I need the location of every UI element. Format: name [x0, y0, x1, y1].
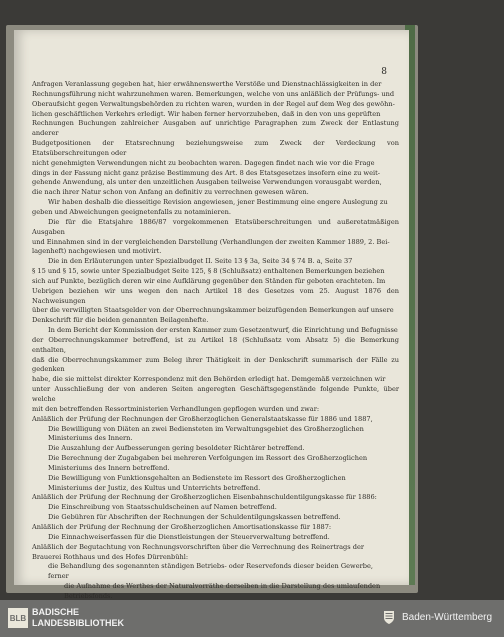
text-line: In dem Bericht der Kommission der ersten Kammer zum Gesetzentwurf, die Einrichtung und Befugnisse [48, 326, 398, 335]
text-line: Ministeriums der Justiz, des Kultus und Unterrichts betreffend. [48, 483, 261, 492]
text-line: Denkschrift für die beiden genannten Beilagenhefte. [32, 316, 209, 325]
text-line: die Aufnahme des Werthes der Naturalvorräthe derselben in die Darstellung des umlaufenden [64, 582, 381, 591]
text-line: Die für die Etatsjahre 1886/87 vorgekommenen Etatsüberschreitungen und außeretatmäßigen Ausgaben [32, 217, 399, 236]
text-line: Budgetpositionen der Etatsrechnung beziehungsweise zum Zweck der Verdeckung von Etatsüberschreitungen oder [32, 139, 399, 157]
text-line: Anläßlich der Prüfung der Rechnungen der Großherzoglichen Generalstaatskasse für 1886 und 1887, [32, 414, 373, 423]
text-line: nicht genehmigten Verwendungen nicht zu beobachten waren. Dagegen findet nach wie vor die Frage [32, 158, 375, 167]
state-coat-of-arms-icon[interactable] [383, 610, 395, 625]
text-line: Wir haben deshalb die diesseitige Revision angewiesen, jener Bestimmung eine engere Auslegung zu [48, 198, 388, 207]
text-line: Die Gebühren für Abschriften der Rechnungen der Schuldentilgungskassen betreffend. [48, 513, 341, 522]
text-line: Anfragen Veranlassung gegeben hat, hier erwähnenswerthe Verstöße und Dienstnachlässigkeiten in der [32, 80, 382, 88]
text-line: Rechnungsführung nicht wahrzunehmen waren. Bemerkungen, welche von uns anläßlich der Prüfungs- und [32, 89, 395, 98]
text-line: Die in den Erläuterungen unter Spezialbudget II. Seite 13 § 3a, Seite 34 § 74 B. a, Seite 37 [48, 257, 353, 266]
text-line: Die Auszahlung der Aufbesserungen gering besoldeter Richtärer betreffend. [48, 444, 305, 453]
text-line: der Oberrechnungskammer betreffend, ist zu Artikel 18 (Schlußsatz vom Absatz 5) die Bemerkung enthalten, [32, 335, 399, 354]
text-line: Die Einschreibung von Staatsschuldscheinen auf Namen betreffend. [48, 503, 277, 512]
text-line: lichen geschäftlichen Verkehrs erledigt. Wir haben ferner hervorzuheben, daß in den von uns geprüften [32, 109, 381, 118]
text-line: unter Ausschließung der von anderen Seiten angeregten Geschäftsgegenstände folgende Punkte, über welche [32, 385, 399, 403]
text-line: habe, die sie mittelst direkter Korrespondenz mit den Behörden erledigt hat. Demgemäß verzeichnen wir [32, 375, 386, 384]
text-line: Die Bewilligung von Diäten an zwei Bediensteten im Verwaltungsgebiet des Großherzoglichen [48, 424, 364, 433]
text-line: lagenheft) nachgewiesen und motivirt. [32, 247, 162, 256]
text-line: Anläßlich der Prüfung der Rechnung der Großherzoglichen Eisenbahnschuldentilgungskasse für 1886: [32, 493, 377, 502]
library-name-line2: LANDESBIBLIOTHEK [32, 618, 124, 628]
text-line: sich auf Punkte, bezüglich deren wir eine Aufklärung gegenüber den Ständen für geboten erachteten. Im [32, 276, 386, 285]
state-name[interactable]: Baden-Württemberg [402, 612, 493, 623]
text-line: § 15 und § 15, sowie unter Spezialbudget Seite 125, § 8 (Schlußsatz) enthaltenen Bemerkungen beziehen [32, 267, 385, 276]
page-body-text [32, 80, 399, 602]
text-line: Oberaufsicht gegen Verwaltungsbehörden zu richten waren, wurden in der Regel auf dem Weg des gewöhn- [32, 99, 395, 108]
text-line: Ministeriums des Innern betreffend. [48, 463, 170, 472]
text-line: Betriebsfonds. [64, 591, 113, 600]
document-page [14, 30, 409, 600]
text-line: und Einnahmen sind in der vergleichenden Darstellung (Verhandlungen der zweiten Kammer 1889, 2. Bei- [32, 237, 390, 246]
text-line: Uebrigen beziehen wir uns wegen den nach Artikel 18 des Gesetzes vom 25. August 1876 den Nachweisungen [32, 286, 399, 305]
text-line: daß die Oberrechnungskammer zum Beleg ihrer Thätigkeit in der Denkschrift summarisch der Fälle zu gedenken [32, 355, 399, 374]
text-line: Die Bewilligung von Funktionsgehalten an Bedienstete im Ressort des Großherzoglichen [48, 473, 346, 482]
text-line: Anläßlich der Prüfung der Rechnung der Großherzoglichen Amortisationskasse für 1887: [32, 522, 332, 531]
text-line: Ministeriums des Innern. [48, 434, 133, 443]
text-line: mit den betreffenden Ressortministerien Verhandlungen gepflogen wurden und zwar: [32, 404, 320, 413]
text-line: geben und Abweichungen geeignetenfalls zu notaminieren. [32, 207, 231, 216]
text-line: gehende Anwendung, als unter den unzeitlichen Ausgaben teilweise Verwendungen vorausgabt werden, [32, 178, 382, 187]
text-line: über die verwilligten Staatsgelder von der Oberrechnungskammer beizufügenden Bemerkungen auf unsere [32, 306, 394, 315]
text-line: Brauerei Rothhaus und des Hofes Dürrenbühl: [32, 552, 189, 561]
text-line: Anläßlich der Begutachtung von Rechnungsvorschriften über die Verrechnung des Reinertrags der [32, 542, 365, 551]
text-line: Die Einnachweiserfassen für die Dienstleistungen der Steuerverwaltung betreffend. [48, 532, 330, 541]
blb-logo-icon[interactable]: BLB [8, 608, 28, 628]
text-line: die nach ihrer Natur schon von Anfang an definitiv zu verrechnen gewesen wären. [32, 188, 309, 197]
text-line: Die Berechnung der Zugabgaben bei mehreren Verfolgungen im Ressort des Großherzoglichen [48, 454, 368, 463]
page-number: 8 [381, 67, 387, 77]
text-line: dings in der Fassung nicht ganz präzise Bestimmung des Art. 8 des Etatsgesetzes insofern eine zu weit- [32, 168, 380, 177]
text-line: Rechnungen Buchungen zahlreicher Ausgaben auf unrichtige Paragraphen zum Zweck der Entlastung anderer [32, 119, 399, 138]
library-name[interactable] [32, 607, 124, 629]
text-line: die Behandlung des sogenannten ständigen Betriebs- oder Reservefonds dieser beiden Gewerbe, [48, 562, 373, 571]
library-name-line1: BADISCHE [32, 607, 80, 617]
text-line: ferner [48, 572, 69, 581]
